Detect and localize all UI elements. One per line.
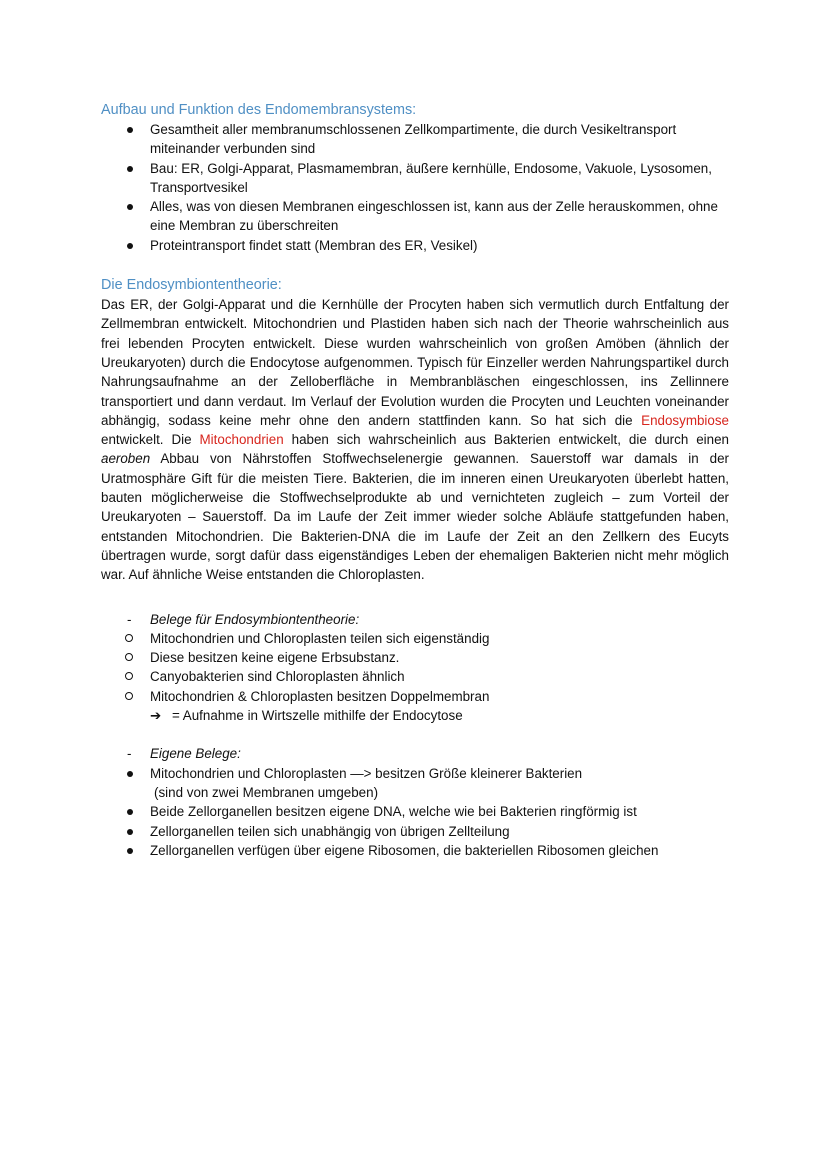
dash-icon: -: [127, 611, 132, 627]
list-item-text: Mitochondrien und Chloroplasten —> besitzen Größe kleinerer Bakterien: [150, 765, 583, 781]
list-item: [101, 120, 729, 159]
circle-bullet-icon: [125, 653, 133, 661]
list-item: [101, 841, 729, 860]
list-item-text: Gesamtheit aller membranumschlossenen Zellkompartimente, die durch Vesikeltransport miteinander verbunden sind: [150, 122, 677, 157]
list-item: [101, 764, 729, 783]
list-item: [101, 667, 729, 686]
list-item-text: Mitochondrien & Chloroplasten besitzen Doppelmembran: [150, 688, 490, 704]
spacer: [101, 585, 729, 610]
eigene-belege-title-text: Eigene Belege:: [150, 746, 241, 762]
list-item-text: Beide Zellorganellen besitzen eigene DNA, welche wie bei Bakterien ringförmig ist: [150, 804, 637, 820]
list-item: [101, 197, 729, 236]
paragraph-text: entwickelt. Die: [101, 432, 200, 448]
list-item: [101, 629, 729, 648]
paragraph-text: Abbau von Nährstoffen Stoffwechselenergie gewannen. Sauerstoff war damals in der Uratmosphäre Gift für die meisten Tiere. Bakterien, die im inneren einen Ureukaryoten überlebt hatten, bauten möglicherweise die Stoffwechselprodukte ab und vernichteten zugleich – zum Vorteil der Ureukaryoten – Sauerstoff. Da im Laufe der Zeit immer wieder solche Abläufe stattgefunden haben, entstanden Mitochondrien. Die Bakterien-DNA die im Laufe der Zeit an den Zellkern des Eucyts übertragen wurde, sorgt dafür dass eigenständiges Leben der ehemaligen Bakterien nicht mehr möglich war. Auf ähnliche Weise entstanden die Chloroplasten.: [101, 451, 729, 583]
spacer: [101, 255, 729, 275]
arrow-right-icon: ➔: [150, 708, 162, 724]
list-item-subline: (sind von zwei Membranen umgeben): [154, 784, 379, 800]
document-page: [101, 100, 729, 860]
list-item-text: Zellorganellen teilen sich unabhängig von übrigen Zellteilung: [150, 823, 510, 839]
term-endosymbiose: Endosymbiose: [641, 412, 729, 428]
circle-bullet-icon: [125, 634, 133, 642]
belege-list: [101, 610, 729, 706]
list-item: [101, 822, 729, 841]
list-item-text: Zellorganellen verfügen über eigene Ribosomen, die bakteriellen Ribosomen gleichen: [150, 842, 659, 858]
endomembran-list: [101, 120, 729, 255]
arrow-conclusion: [101, 706, 729, 725]
circle-bullet-icon: [125, 692, 133, 700]
eigene-belege-list: [101, 744, 729, 783]
spacer: [101, 725, 729, 744]
bullet-icon: [127, 771, 133, 777]
list-item: [101, 687, 729, 706]
endosymbiontentheorie-paragraph: [101, 295, 729, 584]
list-item-text: Alles, was von diesen Membranen eingeschlossen ist, kann aus der Zelle herauskommen, ohne eine Membran zu überschreiten: [150, 199, 718, 234]
arrow-conclusion-text: = Aufnahme in Wirtszelle mithilfe der Endocytose: [172, 708, 463, 724]
list-item-text: Bau: ER, Golgi-Apparat, Plasmamembran, äußere kernhülle, Endosome, Vakuole, Lysosomen, Transportvesikel: [150, 160, 712, 195]
list-item: [101, 802, 729, 821]
eigene-belege-title: [101, 744, 729, 763]
list-item: [101, 159, 729, 198]
list-item-text: Proteintransport findet statt (Membran des ER, Vesikel): [150, 237, 478, 253]
belege-title-text: Belege für Endosymbiontentheorie:: [150, 611, 360, 627]
term-mitochondrien: Mitochondrien: [199, 432, 284, 448]
bullet-icon: [127, 243, 133, 249]
section-heading-endosymbiontentheorie: Die Endosymbiontentheorie:: [101, 277, 282, 294]
bullet-icon: [127, 829, 133, 835]
circle-bullet-icon: [125, 672, 133, 680]
term-aeroben: aeroben: [101, 451, 151, 467]
bullet-icon: [127, 166, 133, 172]
list-item-text: Canyobakterien sind Chloroplasten ähnlich: [150, 669, 405, 685]
bullet-icon: [127, 127, 133, 133]
bullet-icon: [127, 809, 133, 815]
list-item: [101, 236, 729, 255]
section-heading-endomembransystem: Aufbau und Funktion des Endomembransystems:: [101, 102, 417, 118]
dash-icon: -: [127, 746, 132, 762]
paragraph-text: haben sich wahrscheinlich aus Bakterien entwickelt, die durch einen: [283, 432, 729, 448]
belege-title: [101, 610, 729, 629]
bullet-icon: [127, 204, 133, 210]
list-item-text: Mitochondrien und Chloroplasten teilen sich eigenständig: [150, 630, 490, 646]
eigene-belege-list-continued: [101, 802, 729, 860]
paragraph-text: Das ER, der Golgi-Apparat und die Kernhülle der Procyten haben sich vermutlich durch Entfaltung der Zellmembran entwickelt. Mitochondrien und Plastiden haben sich nach der Theorie wahrscheinlich aus frei lebenden Procyten entwickelt. Diese wurden wahrscheinlich von großen Amöben (ähnlich der Ureukaryoten) durch die Endocytose aufgenommen. Typisch für Einzeller werden Nahrungspartikel durch Nahrungsaufnahme an der Zelloberfläche in Membranbläschen eingeschlossen, ins Zellinnere transportiert und dann verdaut. Im Verlauf der Evolution wurden die Procyten und Leuchten voneinander abhängig, sodass keine mehr ohne den andern stattfinden kann. So hat sich die: [101, 297, 729, 428]
list-item: [101, 648, 729, 667]
bullet-icon: [127, 848, 133, 854]
list-item-text: Diese besitzen keine eigene Erbsubstanz.: [150, 650, 400, 666]
